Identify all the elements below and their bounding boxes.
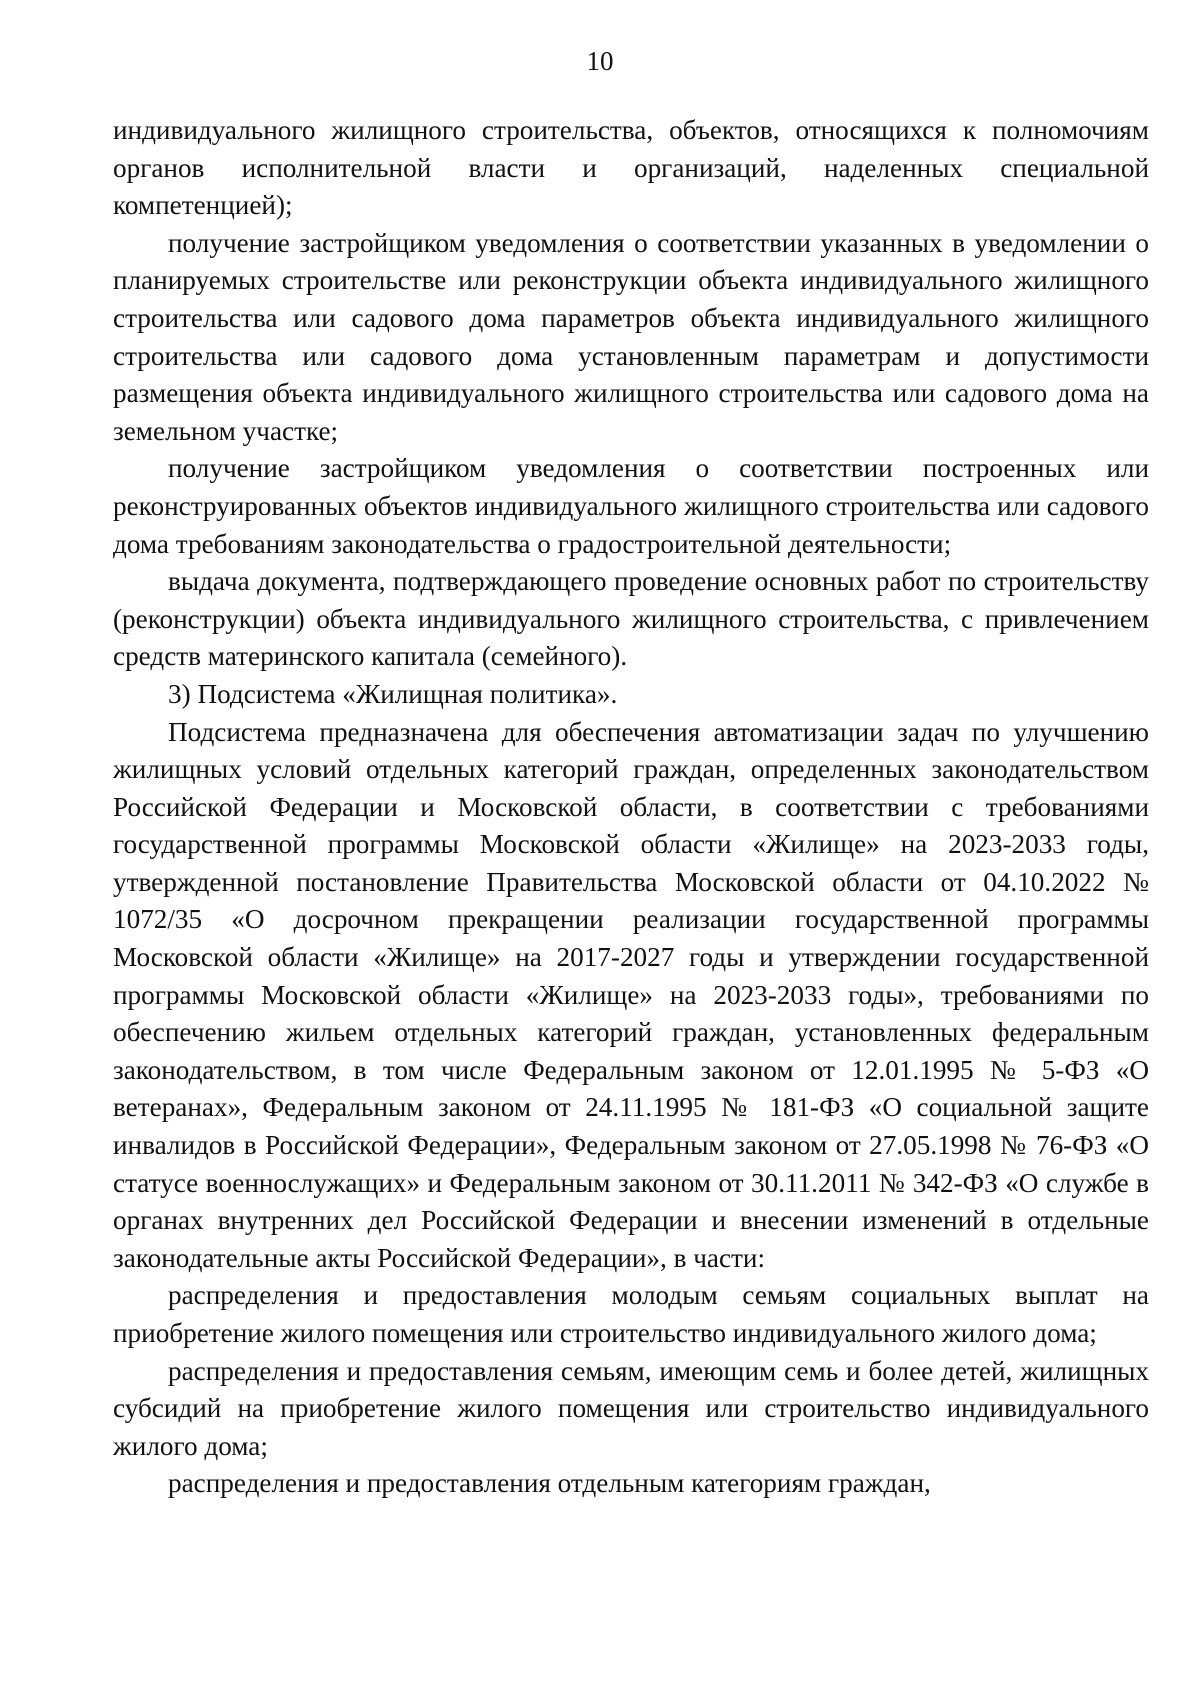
paragraph-subsystem-purpose: Подсистема предназначена для обеспечения автоматизации задач по улучшению жилищных условий отдельных категорий граждан, определенных законодательством Российской Федерации и Московской области, в соответствии с требованиями государственной программы Московской области «Жилище» на 2023-2033 годы, утвержденной постановление Правительства Московской области от 04.10.2022 № 1072/35 «О досрочном прекращении реализации государственной программы Московской области «Жилище» на 2017-2027 годы и утверждении государственной программы Московской области «Жилище» на 2023-2033 годы», требованиями по обеспечению жильем отдельных категорий граждан, установленных федеральным законодательством, в том числе Федеральным законом от 12.01.1995 № 5-ФЗ «О ветеранах», Федеральным законом от 24.11.1995 № 181-ФЗ «О социальной защите инвалидов в Российской Федерации», Федеральным законом от 27.05.1998 № 76-ФЗ «О статусе военнослужащих» и Федеральным законом от 30.11.2011 № 342-ФЗ «О службе в органах внутренних дел Российской Федерации и внесении изменений в отдельные законодательные акты Российской Федерации», в части: xyxy=(113,716,1149,1273)
paragraph-notice-parameters: получение застройщиком уведомления о соответствии указанных в уведомлении о планируемых строительстве или реконструкции объекта индивидуального жилищного строительства или садового дома параметров объекта индивидуального жилищного строительства или садового дома установленным параметрам и допустимости размещения объекта индивидуального жилищного строительства или садового дома на земельном участке; xyxy=(113,227,1149,446)
paragraph-continuation: индивидуального жилищного строительства, объектов, относящихся к полномочиям органов исполнительной власти и организаций, наделенных специальной компетенцией); xyxy=(113,115,1149,221)
paragraph-categories-citizens: распределения и предоставления отдельным категориям граждан, xyxy=(168,1468,931,1499)
body-text xyxy=(113,112,1149,1503)
section-heading-housing-policy: 3) Подсистема «Жилищная политика». xyxy=(168,678,618,709)
paragraph-maternity-capital: выдача документа, подтверждающего проведение основных работ по строительству (реконструкции) объекта индивидуального жилищного строительства, с привлечением средств материнского капитала (семейного). xyxy=(113,566,1149,672)
paragraph-young-families: распределения и предоставления молодым семьям социальных выплат на приобретение жилого помещения или строительство индивидуального жилого дома; xyxy=(113,1280,1149,1348)
page-number: 10 xyxy=(586,46,614,76)
paragraph-large-families: распределения и предоставления семьям, имеющим семь и более детей, жилищных субсидий на приобретение жилого помещения или строительство индивидуального жилого дома; xyxy=(113,1355,1149,1461)
paragraph-notice-compliance: получение застройщиком уведомления о соответствии построенных или реконструированных объектов индивидуального жилищного строительства или садового дома требованиям законодательства о градостроительной деятельности; xyxy=(113,453,1149,559)
